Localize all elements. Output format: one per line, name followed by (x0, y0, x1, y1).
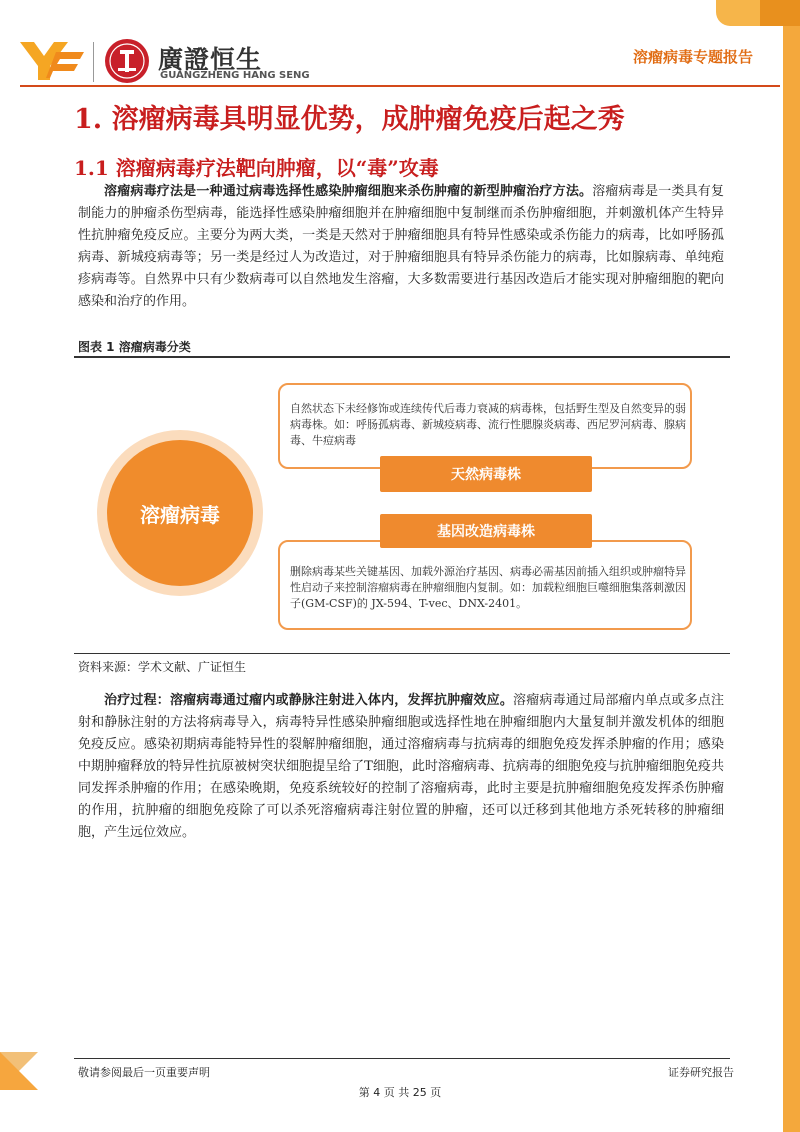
footer-rule (74, 1058, 730, 1059)
figure-bottom-rule (74, 653, 730, 654)
intro-lead: 溶瘤病毒疗法是一种通过病毒选择性感染肿瘤细胞来杀伤肿瘤的新型肿瘤治疗方法。 (104, 184, 593, 199)
treatment-lead: 治疗过程：溶瘤病毒通过瘤内或静脉注射进入体内，发挥抗肿瘤效应。 (104, 693, 514, 708)
gm-strain-tag: 基因改造病毒株 (380, 514, 592, 548)
page-number: 第 4 页 共 25 页 (358, 1086, 442, 1099)
brand-name-cn: 廣證恒生 (158, 45, 263, 74)
brand-seal-icon (104, 38, 150, 84)
logo-separator (93, 42, 94, 82)
figure-title: 图表 1 溶瘤病毒分类 (78, 340, 191, 354)
natural-strain-tag: 天然病毒株 (380, 456, 592, 492)
intro-paragraph (78, 181, 724, 313)
treatment-paragraph (78, 690, 724, 844)
subsection-heading: 1.1 溶瘤病毒疗法靶向肿瘤，以“毒”攻毒 (74, 156, 439, 180)
ye-logo-icon (20, 38, 84, 82)
figure-source: 资料来源：学术文献、广证恒生 (78, 660, 247, 674)
gm-strain-text: 删除病毒某些关键基因、加载外源治疗基因、病毒必需基因前插入组织或肿瘤特异性启动子来控制溶瘤病毒在肿瘤细胞内复制。如：加载粒细胞巨噬细胞集落刺激因子(GM-CSF)的 JX-594、T-vec、DNX-2401。 (290, 565, 686, 610)
brand-name-en: GUANGZHENG HANG SENG (160, 70, 310, 81)
side-accent-bar (783, 26, 800, 1132)
natural-strain-text: 自然状态下未经修饰或连续传代后毒力衰减的病毒株，包括野生型及自然变异的弱病毒株。如：呼肠孤病毒、新城疫病毒、流行性腮腺炎病毒、西尼罗河病毒、腺病毒、牛痘病毒 (290, 402, 686, 447)
diagram-center-node: 溶瘤病毒 (107, 440, 253, 586)
footer-report-type: 证券研究报告 (668, 1066, 734, 1079)
figure-top-rule (74, 356, 730, 358)
footer-disclaimer-note: 敬请参阅最后一页重要声明 (78, 1066, 210, 1079)
gm-strain-box (278, 540, 692, 630)
treatment-body: 溶瘤病毒通过局部瘤内单点或多点注射和静脉注射的方法将病毒导入，病毒特异性感染肿瘤细胞或选择性地在肿瘤细胞内大量复制并激发机体的细胞免疫反应。感染初期病毒能特异性的裂解肿瘤细胞，通过溶瘤病毒与抗病毒的细胞免疫发挥杀肿瘤的作用；感染中期肿瘤释放的特异性抗原被树突状细胞提呈给了T细胞，此时溶瘤病毒、抗病毒的细胞免疫与抗肿瘤细胞免疫共同发挥杀肿瘤的作用；在感染晚期，免疫系统较好的控制了溶瘤病毒，此时主要是抗肿瘤细胞免疫发挥杀伤肿瘤的作用，抗肿瘤的细胞免疫除了可以杀死溶瘤病毒注射位置的肿瘤，还可以迁移到其他地方杀死转移的肿瘤细胞，产生远位效应。 (78, 693, 724, 840)
header-tab-decoration-dark (760, 0, 800, 26)
header-rule (20, 85, 780, 87)
section-heading: 1. 溶瘤病毒具明显优势，成肿瘤免疫后起之秀 (74, 104, 625, 135)
intro-body: 溶瘤病毒是一类具有复制能力的肿瘤杀伤型病毒，能选择性感染肿瘤细胞并在肿瘤细胞中复制继而杀伤肿瘤细胞，并刺激机体产生特异性抗肿瘤免疫反应。主要分为两大类，一类是天然对于肿瘤细胞具有特异性感染或杀伤能力的病毒，比如呼肠孤病毒、新城疫病毒等；另一类是经过人为改造过，对于肿瘤细胞具有特异杀伤能力的病毒，比如腺病毒、单纯疱疹病毒等。自然界中只有少数病毒可以自然地发生溶瘤，大多数需要进行基因改造后才能实现对肿瘤细胞的靶向感染和治疗的作用。 (78, 184, 724, 309)
report-title: 溶瘤病毒专题报告 (633, 48, 754, 66)
